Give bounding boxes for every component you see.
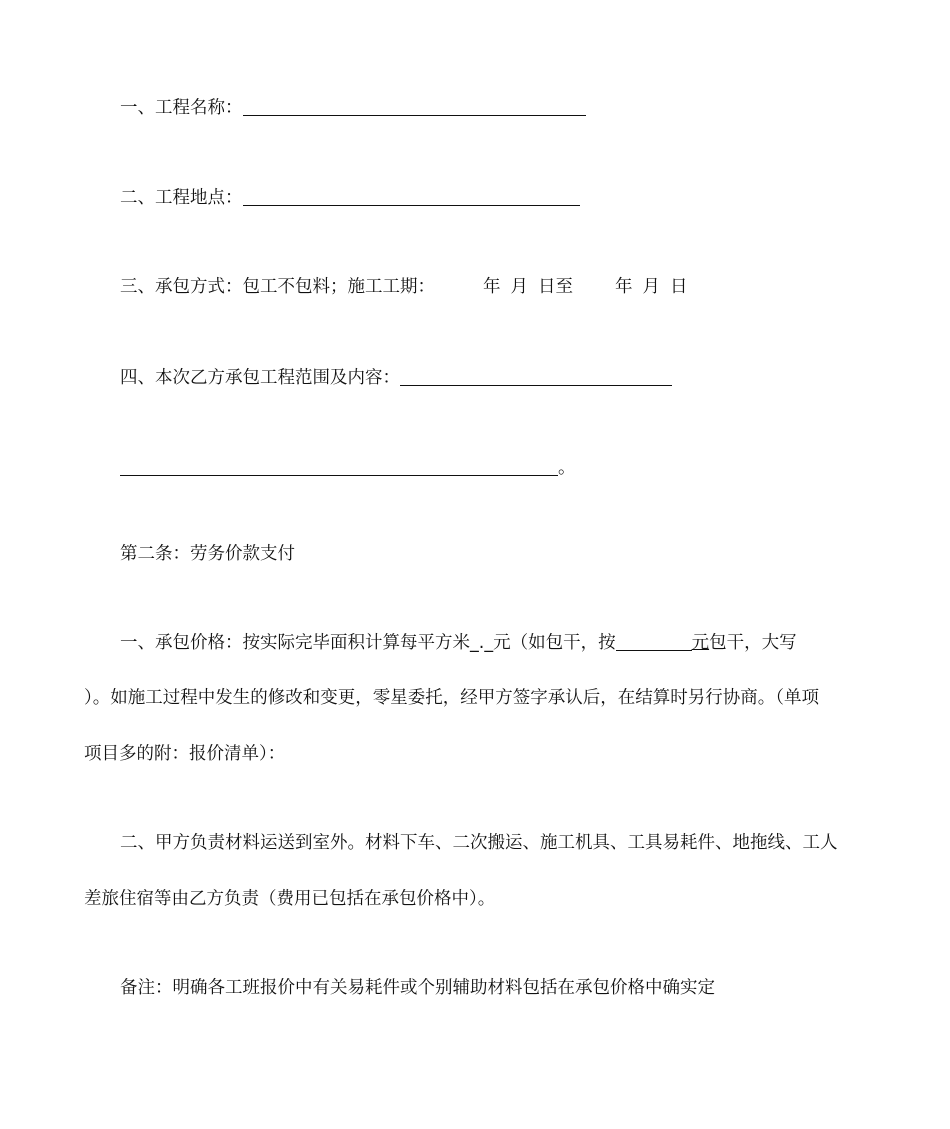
scope-blank-2	[120, 457, 558, 476]
project-location-blank	[243, 187, 580, 206]
remark-line: 备注：明确各工班报价中有关易耗件或个别辅助材料包括在承包价格中确实定	[120, 978, 715, 998]
price-paragraph-line-3: 项目多的附：报价清单）：	[84, 744, 286, 764]
price-text-b: 元（如包干，按	[493, 633, 616, 653]
price-text-d: 包干，大写	[709, 633, 797, 653]
scope-blank	[400, 367, 672, 386]
materials-paragraph-line-1: 二、甲方负责材料运送到室外。材料下车、二次搬运、施工机具、工具易耗件、地拖线、工人	[120, 833, 838, 853]
scope-end-mark: 。	[558, 458, 576, 478]
end-month-label: 月	[642, 277, 660, 297]
project-name-blank	[243, 97, 586, 116]
price-unit-yuan: 元	[691, 633, 710, 653]
lump-sum-blank	[616, 632, 692, 651]
article-2-title: 第二条：劳务价款支付	[120, 544, 295, 564]
project-name-label: 一、工程名称：	[120, 98, 243, 118]
scope-continuation-line	[120, 456, 576, 480]
start-year-label: 年	[483, 277, 501, 297]
price-paragraph-line-2: ）。如施工过程中发生的修改和变更，零星委托，经甲方签字承认后，在结算时另行协商。（单项	[84, 688, 819, 708]
start-month-label: 月	[510, 277, 528, 297]
start-day-to-label: 日至	[538, 277, 573, 297]
end-day-label: 日	[670, 277, 688, 297]
project-name-line	[120, 96, 586, 120]
end-year-label: 年	[615, 277, 633, 297]
scope-label: 四、本次乙方承包工程范围及内容：	[120, 368, 400, 388]
scope-line	[120, 366, 672, 390]
materials-paragraph-line-2: 差旅住宿等由乙方负责（费用已包括在承包价格中）。	[84, 889, 496, 909]
project-location-label: 二、工程地点：	[120, 188, 243, 208]
price-per-sqm-blank: _._	[470, 633, 494, 653]
price-paragraph-line-1	[120, 631, 797, 655]
project-location-line	[120, 186, 580, 210]
contract-method-text: 三、承包方式：包工不包料；施工工期：	[120, 277, 435, 297]
contract-method-line	[120, 275, 688, 299]
price-text-a: 一、承包价格：按实际完毕面积计算每平方米	[120, 633, 470, 653]
